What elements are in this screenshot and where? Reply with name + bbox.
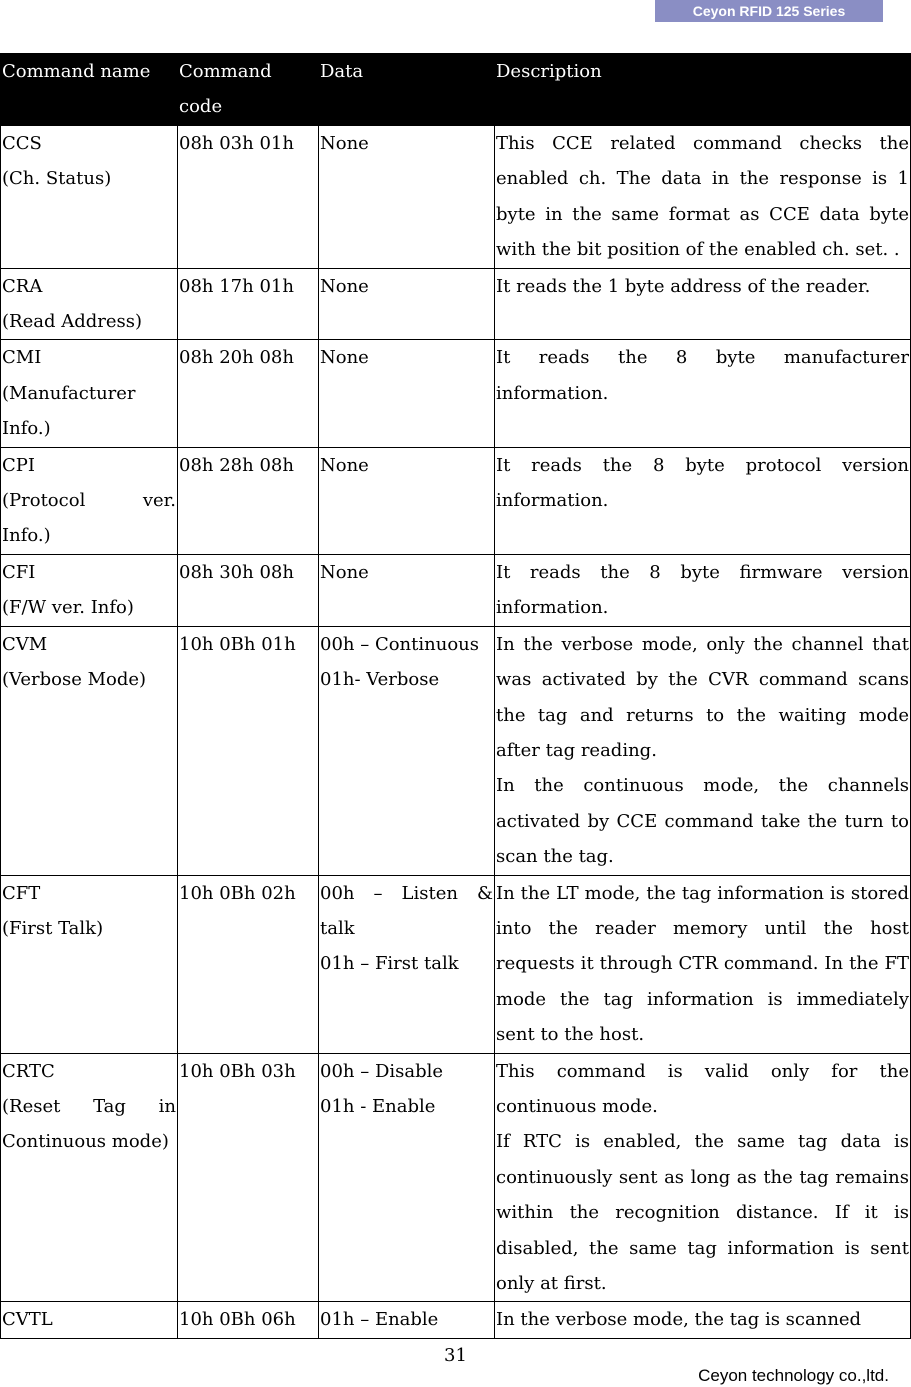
command-name-desc: (Read Address) [2, 311, 143, 333]
command-code-cell: 10h 0Bh 03h [178, 1053, 319, 1302]
command-code-cell: 08h 03h 01h [178, 126, 319, 269]
table-header-row [1, 54, 911, 126]
command-name-desc: (F/W ver. Info) [2, 597, 134, 619]
description-para: It reads the 8 byte firmware version information. [496, 561, 909, 619]
command-code-cell: 10h 0Bh 06h [178, 1302, 319, 1338]
data-line: 00h – Disable [320, 1060, 444, 1082]
command-name-cell [1, 126, 178, 269]
description-para: This command is valid only for the continuous mode. [496, 1060, 909, 1117]
table-row [1, 1302, 911, 1338]
command-name-desc: (Protocol ver. Info.) [2, 490, 176, 547]
command-code-cell: 08h 28h 08h [178, 447, 319, 554]
command-code-cell: 10h 0Bh 01h [178, 626, 319, 875]
description-para: If RTC is enabled, the same tag data is continuously sent as long as the tag remains within the recognition distance. If it is disabled, the same tag information is sent only at first. [496, 1131, 909, 1294]
table-row [1, 626, 911, 875]
column-header-data: Data [319, 54, 495, 126]
command-name-desc: (Ch. Status) [2, 168, 112, 190]
command-code-cell: 08h 20h 08h [178, 340, 319, 447]
description-cell [495, 126, 911, 269]
data-line: None [320, 275, 369, 297]
data-line: 01h- Verbose [320, 669, 440, 691]
description-para: It reads the 8 byte manufacturer information. [496, 347, 909, 404]
command-name-desc: (Verbose Mode) [2, 669, 147, 691]
description-cell [495, 875, 911, 1053]
data-line: None [320, 454, 369, 476]
command-name: CCS [2, 133, 42, 154]
description-para: It reads the 1 byte address of the reader. [496, 275, 871, 297]
header-badge: Ceyon RFID 125 Series [655, 0, 883, 22]
command-code-cell: 08h 17h 01h [178, 268, 319, 340]
command-name: CPI [2, 454, 35, 476]
page-number: 31 [444, 1345, 467, 1366]
table-row [1, 447, 911, 554]
description-cell [495, 626, 911, 875]
data-cell [319, 268, 495, 340]
command-name-cell [1, 340, 178, 447]
command-code-cell: 10h 0Bh 02h [178, 875, 319, 1053]
data-cell [319, 875, 495, 1053]
description-cell [495, 340, 911, 447]
data-cell [319, 554, 495, 626]
table-row [1, 1053, 911, 1302]
data-cell [319, 626, 495, 875]
command-name: CMI [2, 347, 42, 369]
command-name: CRA [2, 275, 43, 297]
data-cell [319, 1302, 495, 1338]
command-name-cell [1, 1302, 178, 1338]
command-name-desc: (First Talk) [2, 917, 104, 939]
command-name: CVM [2, 633, 48, 655]
footer-company: Ceyon technology co.,ltd. [698, 1366, 889, 1385]
data-line: 00h – Continuous [320, 633, 479, 655]
column-header-command-name: Command name [1, 54, 178, 126]
data-cell [319, 126, 495, 269]
description-para: It reads the 8 byte protocol version information. [496, 454, 909, 512]
table-row [1, 875, 911, 1053]
data-line: 01h – Enable [320, 1309, 439, 1331]
command-name: CRTC [2, 1060, 55, 1082]
description-para: In the continuous mode, the channels activated by CCE command take the turn to scan the tag. [496, 775, 909, 868]
command-name: CFI [2, 561, 36, 583]
data-cell [319, 340, 495, 447]
table-row [1, 126, 911, 269]
description-cell [495, 447, 911, 554]
data-line: None [320, 133, 369, 154]
command-name-desc: (Reset Tag in Continuous mode) [2, 1095, 176, 1153]
command-name-cell [1, 268, 178, 340]
data-line: 01h – First talk [320, 953, 459, 975]
column-header-command-code: Command code [178, 54, 319, 126]
description-para: In the verbose mode, only the channel that was activated by the CVR command scans the tag and returns to the waiting mode after tag reading. [496, 633, 909, 761]
description-cell [495, 1053, 911, 1302]
command-code-cell: 08h 30h 08h [178, 554, 319, 626]
description-para: In the LT mode, the tag information is stored into the reader memory until the host requests it through CTR command. In the FT mode the tag information is immediately sent to the host. [496, 882, 909, 1046]
data-line: None [320, 347, 369, 369]
description-cell [495, 554, 911, 626]
data-cell [319, 1053, 495, 1302]
command-name-cell [1, 554, 178, 626]
table-row [1, 340, 911, 447]
data-line: None [320, 561, 369, 583]
data-line: 00h – Listen & talk [320, 882, 493, 939]
command-name-cell [1, 1053, 178, 1302]
description-cell [495, 1302, 911, 1338]
table-row [1, 554, 911, 626]
command-name: CFT [2, 882, 41, 904]
command-name-cell [1, 626, 178, 875]
column-header-description: Description [495, 54, 911, 126]
command-name: CVTL [2, 1309, 53, 1331]
command-name-cell [1, 447, 178, 554]
data-line: 01h - Enable [320, 1095, 436, 1117]
command-table [0, 53, 911, 1339]
description-cell [495, 268, 911, 340]
description-para: This CCE related command checks the enabled ch. The data in the response is 1 byte in the same format as CCE data byte with the bit position of the enabled ch. set. . [496, 133, 909, 261]
command-name-cell [1, 875, 178, 1053]
data-cell [319, 447, 495, 554]
description-para: In the verbose mode, the tag is scanned [496, 1309, 862, 1331]
command-name-desc: (Manufacturer Info.) [2, 382, 136, 440]
table-row [1, 268, 911, 340]
